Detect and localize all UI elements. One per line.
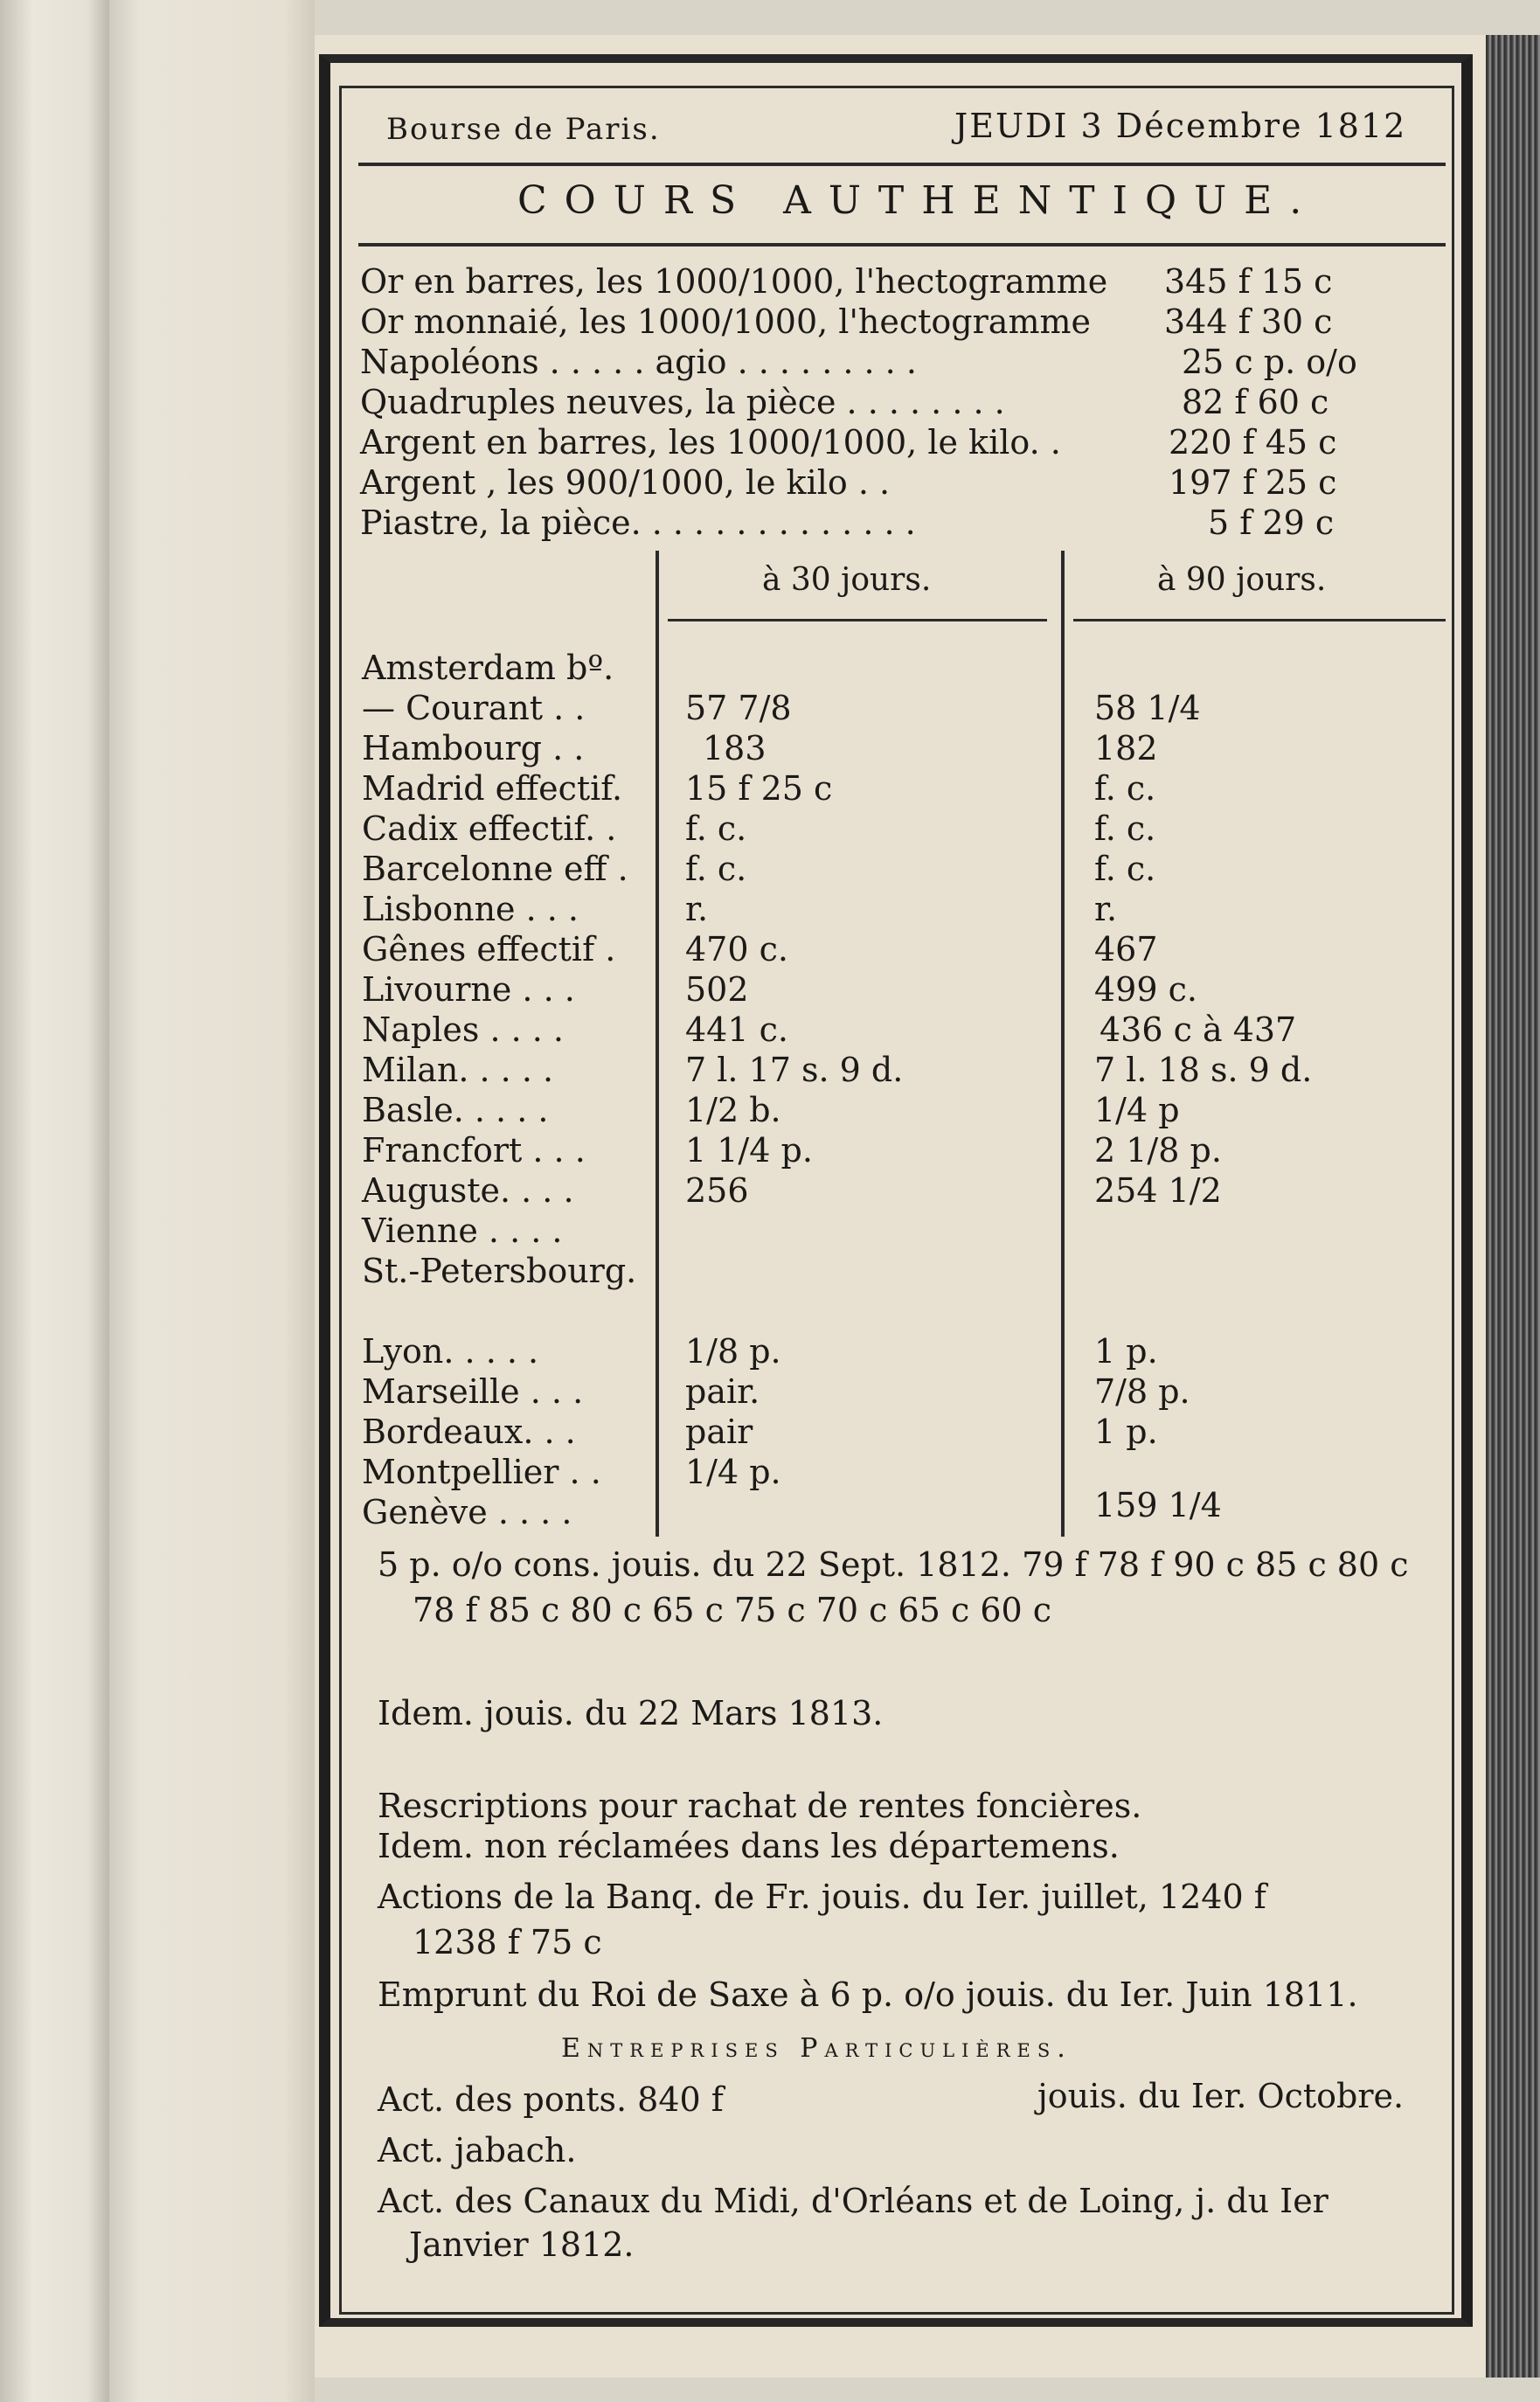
rate-30: 7 l. 17 s. 9 d.	[685, 1051, 904, 1089]
rate-30: 1/8 p.	[685, 1332, 781, 1371]
banque-line: 1238 f 75 c	[413, 1923, 602, 1961]
rate-90: 7 l. 18 s. 9 d.	[1094, 1051, 1313, 1089]
rate-30: 57 7/8	[685, 689, 792, 727]
place: Lisbonne . . .	[362, 890, 579, 928]
metal-value: 345 f 15 c	[1164, 262, 1333, 301]
metal-label: Argent en barres, les 1000/1000, le kilo. .	[360, 423, 1061, 462]
rate-90: 1 p.	[1094, 1332, 1158, 1371]
metal-value: 25 c p. o/o	[1182, 343, 1357, 381]
place: Madrid effectif.	[362, 769, 623, 808]
metal-label: Quadruples neuves, la pièce . . . . . . . .	[360, 383, 1005, 421]
ponts-line: Act. des ponts. 840 f	[378, 2080, 724, 2119]
canaux-line: Act. des Canaux du Midi, d'Orléans et de Loing, j. du Ier	[378, 2182, 1328, 2220]
section-heading: Entreprises Particulières.	[561, 2033, 1072, 2064]
rate-90: r.	[1094, 890, 1118, 928]
place: Bordeaux. . .	[362, 1413, 576, 1451]
rate-30: 470 c.	[685, 930, 788, 968]
metal-label: Napoléons . . . . . agio . . . . . . . . .	[360, 343, 917, 381]
rate-90: 159 1/4	[1094, 1486, 1222, 1524]
rentes-line: 5 p. o/o cons. jouis. du 22 Sept. 1812. 79 f 78 f 90 c 85 c 80 c	[378, 1545, 1409, 1584]
left-page-edge	[0, 0, 109, 2402]
metal-value: 197 f 25 c	[1169, 463, 1337, 502]
metal-value: 344 f 30 c	[1164, 302, 1333, 341]
place: Vienne . . . .	[362, 1211, 563, 1250]
place: Auguste. . . .	[362, 1171, 574, 1210]
metal-label: Or monnaié, les 1000/1000, l'hectogramme	[360, 302, 1091, 341]
rate-90: 2 1/8 p.	[1094, 1131, 1222, 1170]
ponts-jouis: jouis. du Ier. Octobre.	[1037, 2077, 1405, 2115]
place: Cadix effectif. .	[362, 809, 617, 848]
rescriptions-line: Rescriptions pour rachat de rentes foncières.	[378, 1787, 1142, 1825]
page-stack-edge	[1486, 35, 1540, 2378]
rate-30: r.	[685, 890, 709, 928]
header-rule	[358, 163, 1446, 166]
place: Naples . . . .	[362, 1010, 565, 1049]
metal-label: Argent , les 900/1000, le kilo . .	[360, 463, 891, 502]
title-rule	[358, 243, 1446, 246]
rate-90: 254 1/2	[1094, 1171, 1222, 1210]
place: Barcelonne eff .	[362, 850, 628, 888]
rate-30: 183	[703, 729, 767, 767]
page-title: COURS AUTHENTIQUE.	[517, 178, 1320, 223]
rentes-line: 78 f 85 c 80 c 65 c 75 c 70 c 65 c 60 c	[413, 1591, 1052, 1629]
place: Marseille . . .	[362, 1372, 584, 1411]
header-date: JEUDI 3 Décembre 1812	[954, 107, 1407, 145]
rate-30: 15 f 25 c	[685, 769, 833, 808]
place: Hambourg . .	[362, 729, 585, 767]
place: — Courant . .	[362, 689, 586, 727]
place: Livourne . . .	[362, 970, 575, 1009]
rate-30: 441 c.	[685, 1010, 788, 1049]
rate-90: 467	[1094, 930, 1158, 968]
rate-90: 499 c.	[1094, 970, 1197, 1009]
rate-30: 256	[685, 1171, 749, 1210]
rate-30: 502	[685, 970, 749, 1009]
place: Francfort . . .	[362, 1131, 586, 1170]
rate-30: 1 1/4 p.	[685, 1131, 813, 1170]
rate-90: f. c.	[1094, 809, 1156, 848]
column-divider	[1061, 551, 1065, 1537]
place: Milan. . . . .	[362, 1051, 554, 1089]
header-left: Bourse de Paris.	[386, 112, 661, 147]
metal-value: 82 f 60 c	[1182, 383, 1329, 421]
column-header-90: à 90 jours.	[1157, 562, 1327, 598]
place: Montpellier . .	[362, 1453, 601, 1491]
place: Genève . . . .	[362, 1493, 572, 1531]
rate-90: f. c.	[1094, 850, 1156, 888]
column-rule	[668, 619, 1047, 621]
banque-line: Actions de la Banq. de Fr. jouis. du Ier. juillet, 1240 f	[378, 1878, 1266, 1916]
emprunt-line: Emprunt du Roi de Saxe à 6 p. o/o jouis. du Ier. Juin 1811.	[378, 1975, 1358, 2014]
place: Gênes effectif .	[362, 930, 616, 968]
rate-30: f. c.	[685, 850, 747, 888]
rate-30: f. c.	[685, 809, 747, 848]
book-gutter	[109, 0, 315, 2402]
jabach-line: Act. jabach.	[378, 2131, 577, 2169]
rate-90: 182	[1094, 729, 1158, 767]
bulletin	[343, 87, 1451, 2313]
rate-90: 58 1/4	[1094, 689, 1201, 727]
rate-30: pair.	[685, 1372, 760, 1411]
metal-label: Piastre, la pièce. . . . . . . . . . . . . .	[360, 503, 916, 542]
canaux-line: Janvier 1812.	[409, 2225, 635, 2264]
rentes-idem: Idem. jouis. du 22 Mars 1813.	[378, 1694, 884, 1732]
rate-90: 7/8 p.	[1094, 1372, 1190, 1411]
column-rule	[1073, 619, 1446, 621]
place: Amsterdam bº.	[362, 649, 614, 687]
rate-30: pair	[685, 1413, 753, 1451]
rate-90: f. c.	[1094, 769, 1156, 808]
metal-value: 220 f 45 c	[1169, 423, 1337, 462]
rate-90: 1/4 p	[1094, 1091, 1180, 1129]
place: Lyon. . . . .	[362, 1332, 539, 1371]
place: Basle. . . . .	[362, 1091, 549, 1129]
metal-value: 5 f 29 c	[1208, 503, 1335, 542]
column-header-30: à 30 jours.	[762, 562, 932, 598]
rate-30: 1/4 p.	[685, 1453, 781, 1491]
idem-non-line: Idem. non réclamées dans les départemens.	[378, 1827, 1120, 1865]
metal-label: Or en barres, les 1000/1000, l'hectogramme	[360, 262, 1108, 301]
column-divider	[656, 551, 659, 1537]
rate-90: 1 p.	[1094, 1413, 1158, 1451]
rate-30: 1/2 b.	[685, 1091, 781, 1129]
place: St.-Petersbourg.	[362, 1252, 637, 1290]
rate-90: 436 c à 437	[1100, 1010, 1297, 1049]
